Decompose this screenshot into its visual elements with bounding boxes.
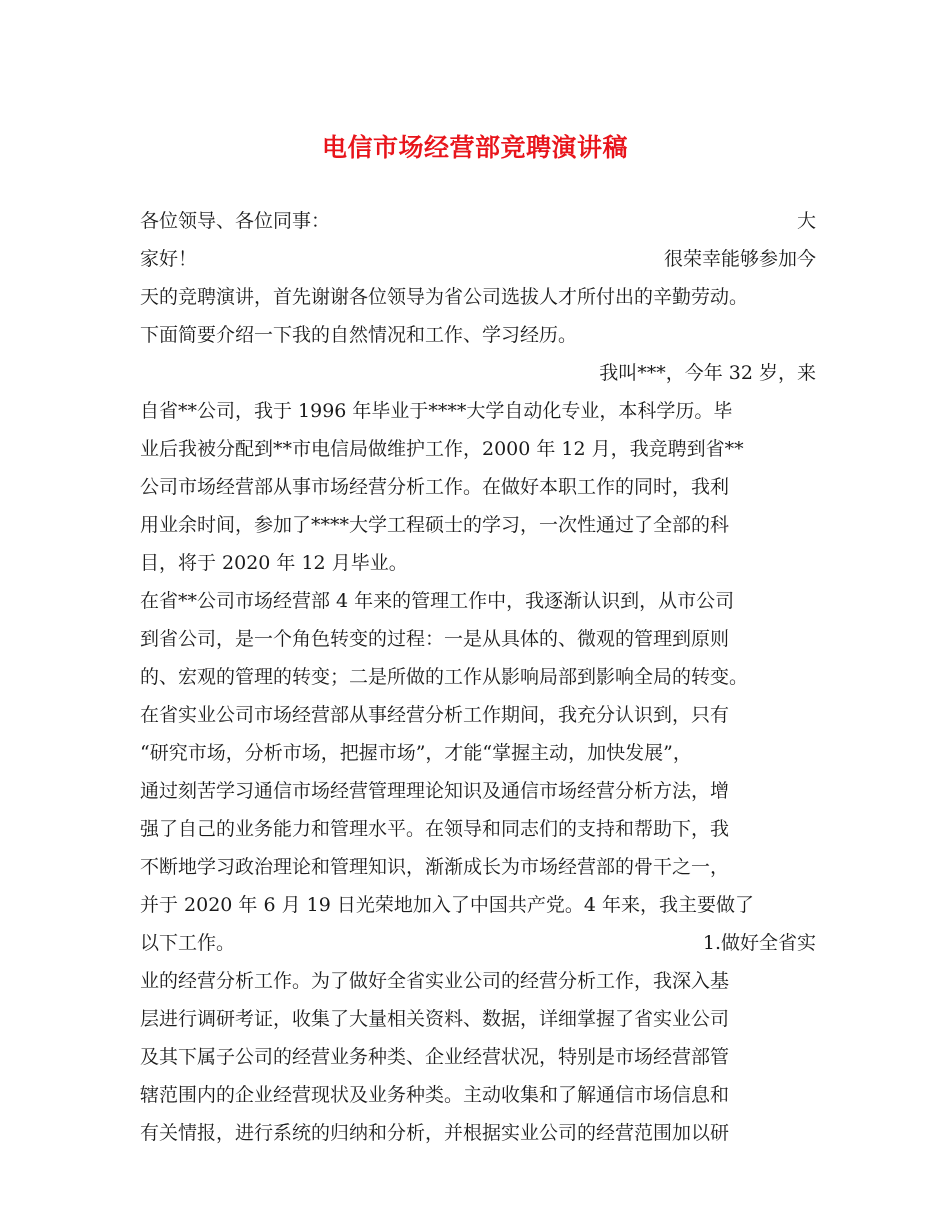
paragraph-line: 用业余时间，参加了****大学工程硕士的学习，一次性通过了全部的科 — [140, 514, 730, 536]
paragraph-line: 在省实业公司市场经营部从事经营分析工作期间，我充分认识到，只有 — [140, 704, 730, 726]
paragraph-line: 有关情报，进行系统的归纳和分析，并根据实业公司的经营范围加以研 — [140, 1122, 730, 1144]
line-text: 1.做好全省实 — [702, 932, 816, 954]
document-title: 电信市场经营部竞聘演讲稿 — [321, 133, 628, 162]
paragraph-line: 在省**公司市场经营部 4 年来的管理工作中，我逐渐认识到，从市公司 — [140, 590, 735, 612]
paragraph-line: 并于 2020 年 6 月 19 日光荣地加入了中国共产党。4 年来，我主要做了 — [140, 894, 754, 916]
paragraph-line: 业后我被分配到**市电信局做维护工作，2000 年 12 月，我竞聘到省** — [140, 438, 744, 460]
paragraph-line — [140, 240, 816, 278]
paragraph-line: 业的经营分析工作。为了做好全省实业公司的经营分析工作，我深入基 — [140, 970, 730, 992]
paragraph-line — [140, 924, 816, 962]
line-text: 各位领导、各位同事： — [140, 210, 331, 232]
paragraph-line: 层进行调研考证，收集了大量相关资料、数据，详细掌握了省实业公司 — [140, 1008, 730, 1030]
paragraph-line: 下面简要介绍一下我的自然情况和工作、学习经历。 — [140, 324, 578, 346]
paragraph-line: 目，将于 2020 年 12 月毕业。 — [140, 552, 408, 574]
paragraph-line: 辖范围内的企业经营现状及业务种类。主动收集和了解通信市场信息和 — [140, 1084, 730, 1106]
document-body — [140, 202, 816, 1152]
paragraph-line: 到省公司，是一个角色转变的过程：一是从具体的、微观的管理到原则 — [140, 628, 730, 650]
line-text: 家好！ — [140, 248, 198, 270]
paragraph-line — [140, 202, 816, 240]
paragraph-line: 公司市场经营部从事市场经营分析工作。在做好本职工作的同时，我利 — [140, 476, 730, 498]
paragraph-line: 天的竞聘演讲，首先谢谢各位领导为省公司选拔人才所付出的辛勤劳动。 — [140, 286, 749, 308]
paragraph-line: 不断地学习政治理论和管理知识，渐渐成长为市场经营部的骨干之一， — [140, 856, 730, 878]
paragraph-line: 的、宏观的管理的转变；二是所做的工作从影响局部到影响全局的转变。 — [140, 666, 749, 688]
line-text: 很荣幸能够参加今 — [663, 248, 816, 270]
paragraph-line: 强了自己的业务能力和管理水平。在领导和同志们的支持和帮助下，我 — [140, 818, 730, 840]
paragraph-line: 我叫***，今年 32 岁，来 — [599, 362, 816, 384]
line-text: 以下工作。 — [140, 932, 236, 954]
line-text: 大 — [796, 210, 816, 232]
paragraph-line: 通过刻苦学习通信市场经营管理理论知识及通信市场经营分析方法，增 — [140, 780, 730, 802]
paragraph-line: “研究市场，分析市场，把握市场”，才能“掌握主动，加快发展”， — [140, 742, 692, 764]
paragraph-line: 自省**公司，我于 1996 年毕业于****大学自动化专业，本科学历。毕 — [140, 400, 733, 422]
paragraph-line: 及其下属子公司的经营业务种类、企业经营状况，特别是市场经营部管 — [140, 1046, 730, 1068]
